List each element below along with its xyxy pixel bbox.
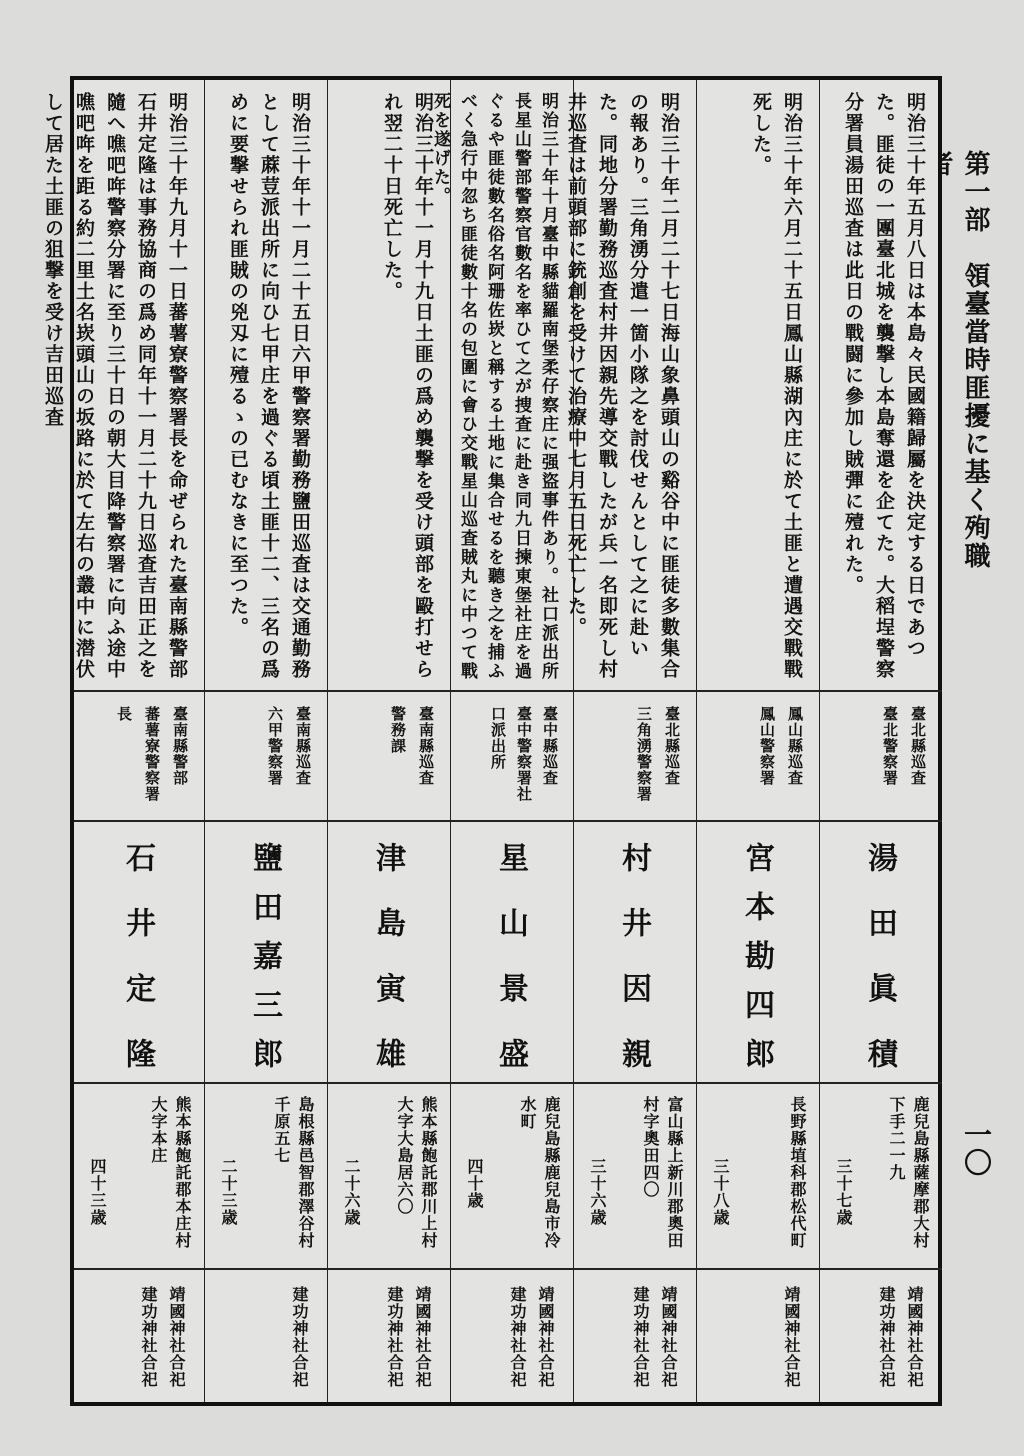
- narrative-cell: [430, 80, 573, 692]
- domicile-cell: [328, 1084, 450, 1270]
- station: 蕃薯寮警察署: [143, 706, 161, 802]
- narrative-cell: [820, 80, 942, 692]
- domicile-line: 富山縣上新川郡奧田: [665, 1096, 684, 1249]
- person-name: 星山景盛: [493, 842, 528, 1068]
- name-cell: [205, 822, 327, 1084]
- enshrinement-line: 建功神社合祀: [385, 1286, 404, 1388]
- enshrinement-line: 建功神社合祀: [508, 1286, 527, 1388]
- enshrinement-line: 靖國神社合祀: [782, 1286, 801, 1388]
- affiliation-cell: [697, 692, 819, 822]
- age: 二十六歳: [342, 1158, 361, 1226]
- domicile-cell: [574, 1084, 696, 1270]
- enshrinement-line: 靖國神社合祀: [659, 1286, 678, 1388]
- age: 三十八歳: [711, 1158, 730, 1226]
- station: 警務課: [389, 706, 407, 754]
- station: 臺北警察署: [881, 706, 899, 786]
- enshrinement-cell: [205, 1270, 327, 1402]
- affiliation-cell: [820, 692, 942, 822]
- age: 四十三歳: [88, 1158, 107, 1226]
- domicile-line: 熊本縣飽託郡川上村: [419, 1096, 438, 1249]
- person-name: 宮本勘四郎: [739, 842, 774, 1068]
- record-column: [327, 80, 450, 1402]
- affiliation-cell: [205, 692, 327, 822]
- narrative-text: 明治三十年九月十一日蕃薯寮警察署長を命ぜられた臺南縣警部石井定隆は事務協商の爲め同年十一月二十九日巡査吉田正之を隨へ噍吧哖警察分署に至り三十日の朝大目降警察署に向ふ途中噍吧哖を距る約二里土名崁頭山の坂路に於て左右の叢中に潜伏して居た土匪の狙撃を受け吉田巡査: [42, 92, 188, 680]
- name-cell: [451, 822, 573, 1084]
- enshrinement-line: 靖國神社合祀: [905, 1286, 924, 1388]
- domicile-cell: [451, 1084, 573, 1270]
- affiliation-cell: [451, 692, 573, 822]
- domicile-cell: [820, 1084, 942, 1270]
- affiliation-cell: [74, 692, 204, 822]
- narrative-cell: [697, 80, 819, 692]
- rank: 臺南縣警部: [171, 706, 189, 786]
- enshrinement-cell: [74, 1270, 204, 1402]
- person-name: 鹽田嘉三郎: [247, 842, 282, 1068]
- narrative-cell: [42, 80, 204, 692]
- name-cell: [574, 822, 696, 1084]
- narrative-cell: [565, 80, 696, 692]
- station: 長: [115, 706, 133, 722]
- enshrinement-cell: [451, 1270, 573, 1402]
- enshrinement-line: 建功神社合祀: [290, 1286, 309, 1388]
- domicile-line: 水町: [518, 1096, 537, 1130]
- domicile-cell: [74, 1084, 204, 1270]
- enshrinement-line: 靖國神社合祀: [413, 1286, 432, 1388]
- domicile-line: 鹿兒島縣鹿兒島市冷: [542, 1096, 561, 1249]
- age: 四十歳: [465, 1158, 484, 1209]
- running-head: 第一部 領臺當時匪擾に基く殉職: [960, 150, 990, 570]
- age: 三十七歳: [834, 1158, 853, 1226]
- name-cell: [697, 822, 819, 1084]
- rank: 臺南縣巡査: [417, 706, 435, 786]
- domicile-line: 村字奧田四〇: [641, 1096, 660, 1198]
- name-cell: [328, 822, 450, 1084]
- narrative-text: 明治三十年十一月二十五日六甲警察署勤務鹽田巡査は交通勤務として蔴荳派出所に向ひ七甲庄を過ぐる頃土匪十二、三名の爲めに要撃せられ匪賊の兇刄に殪るゝの已むなきに至つた。: [227, 92, 311, 680]
- domicile-cell: [205, 1084, 327, 1270]
- rank: 鳳山縣巡査: [786, 706, 804, 786]
- domicile-line: 鹿兒島縣薩摩郡大村: [911, 1096, 930, 1249]
- domicile-line: 大字大島居六〇: [395, 1096, 414, 1215]
- station: 口派出所: [489, 706, 507, 770]
- narrative-text: 明治三十年十一月十九日土匪の爲め襲撃を受け頭部を毆打せられ翌二十日死亡した。: [381, 92, 434, 680]
- domicile-line: 島根縣邑智郡澤谷村: [296, 1096, 315, 1249]
- enshrinement-line: 靖國神社合祀: [536, 1286, 555, 1388]
- domicile-line: 長野縣埴科郡松代町: [788, 1096, 807, 1249]
- domicile-cell: [697, 1084, 819, 1270]
- record-column: [696, 80, 819, 1402]
- name-cell: [74, 822, 204, 1084]
- enshrinement-cell: [820, 1270, 942, 1402]
- narrative-text: 明治三十年六月二十五日鳳山縣湖內庄に於て土匪と遭遇交戰戰死した。: [750, 92, 803, 680]
- memorial-table: [42, 76, 942, 1406]
- enshrinement-line: 建功神社合祀: [139, 1286, 158, 1388]
- affiliation-cell: [328, 692, 450, 822]
- record-column: [819, 80, 942, 1402]
- narrative-cell: [328, 80, 450, 692]
- name-cell: [820, 822, 942, 1084]
- record-column: [430, 80, 573, 1402]
- rank: 臺北縣巡査: [663, 706, 681, 786]
- enshrinement-line: 建功神社合祀: [877, 1286, 896, 1388]
- narrative-text: 明治三十年二月二十七日海山象鼻頭山の谿谷中に匪徒多數集合の報あり。三角湧分遣一箇小隊之を討伐せんとして之に赴いた。同地分署勤務巡査村井因親先導交戰したが兵一名即死し村井巡査は前頭部に銃創を受けて治療中七月五日死亡した。: [565, 92, 680, 680]
- narrative-text: 明治三十年十月臺中縣貓羅南堡柔仔察庄に强盜事件あり。社口派出所長星山警部警察官數名を率ひて之が捜査に赴き同九日揀東堡社庄を過ぐるや匪徒數名俗名阿珊佐崁と稱する土地に集合せるを聽き之を捕ふべく急行中忽ち匪徒數十名の包圍に會ひ交戰星山巡査賊丸に中つて戰死を遂げた。: [430, 92, 558, 681]
- rank: 臺北縣巡査: [909, 706, 927, 786]
- rank: 臺中縣巡査: [541, 706, 559, 786]
- page-number: 一〇: [960, 1120, 993, 1176]
- affiliation-cell: [574, 692, 696, 822]
- domicile-line: 千原五七: [272, 1096, 291, 1164]
- enshrinement-line: 靖國神社合祀: [167, 1286, 186, 1388]
- station: 鳳山警察署: [758, 706, 776, 786]
- person-name: 石井定隆: [120, 842, 155, 1068]
- person-name: 津島寅雄: [370, 842, 405, 1068]
- enshrinement-line: 建功神社合祀: [631, 1286, 650, 1388]
- age: 二十三歳: [219, 1158, 238, 1226]
- station: 六甲警察署: [266, 706, 284, 786]
- enshrinement-cell: [328, 1270, 450, 1402]
- person-name: 村井因親: [616, 842, 651, 1068]
- age: 三十六歳: [588, 1158, 607, 1226]
- rank: 臺南縣巡査: [294, 706, 312, 786]
- domicile-line: 下手二一九: [887, 1096, 906, 1181]
- station: 臺中警察署社: [515, 706, 533, 802]
- record-column: [42, 80, 204, 1402]
- record-column: [565, 80, 696, 1402]
- narrative-cell: [205, 80, 327, 692]
- domicile-line: 熊本縣飽託郡本庄村: [173, 1096, 192, 1249]
- station: 三角湧警察署: [635, 706, 653, 802]
- enshrinement-cell: [697, 1270, 819, 1402]
- domicile-line: 大字本庄: [149, 1096, 168, 1164]
- enshrinement-cell: [574, 1270, 696, 1402]
- narrative-text: 明治三十年五月八日は本島々民國籍歸屬を決定する日であつた。匪徒の一團臺北城を襲撃し本島奪還を企てた。大稻埕警察分署員湯田巡査は此日の戰闘に參加し賊彈に殪れた。: [842, 92, 926, 680]
- record-column: [204, 80, 327, 1402]
- person-name: 湯田眞積: [862, 842, 897, 1068]
